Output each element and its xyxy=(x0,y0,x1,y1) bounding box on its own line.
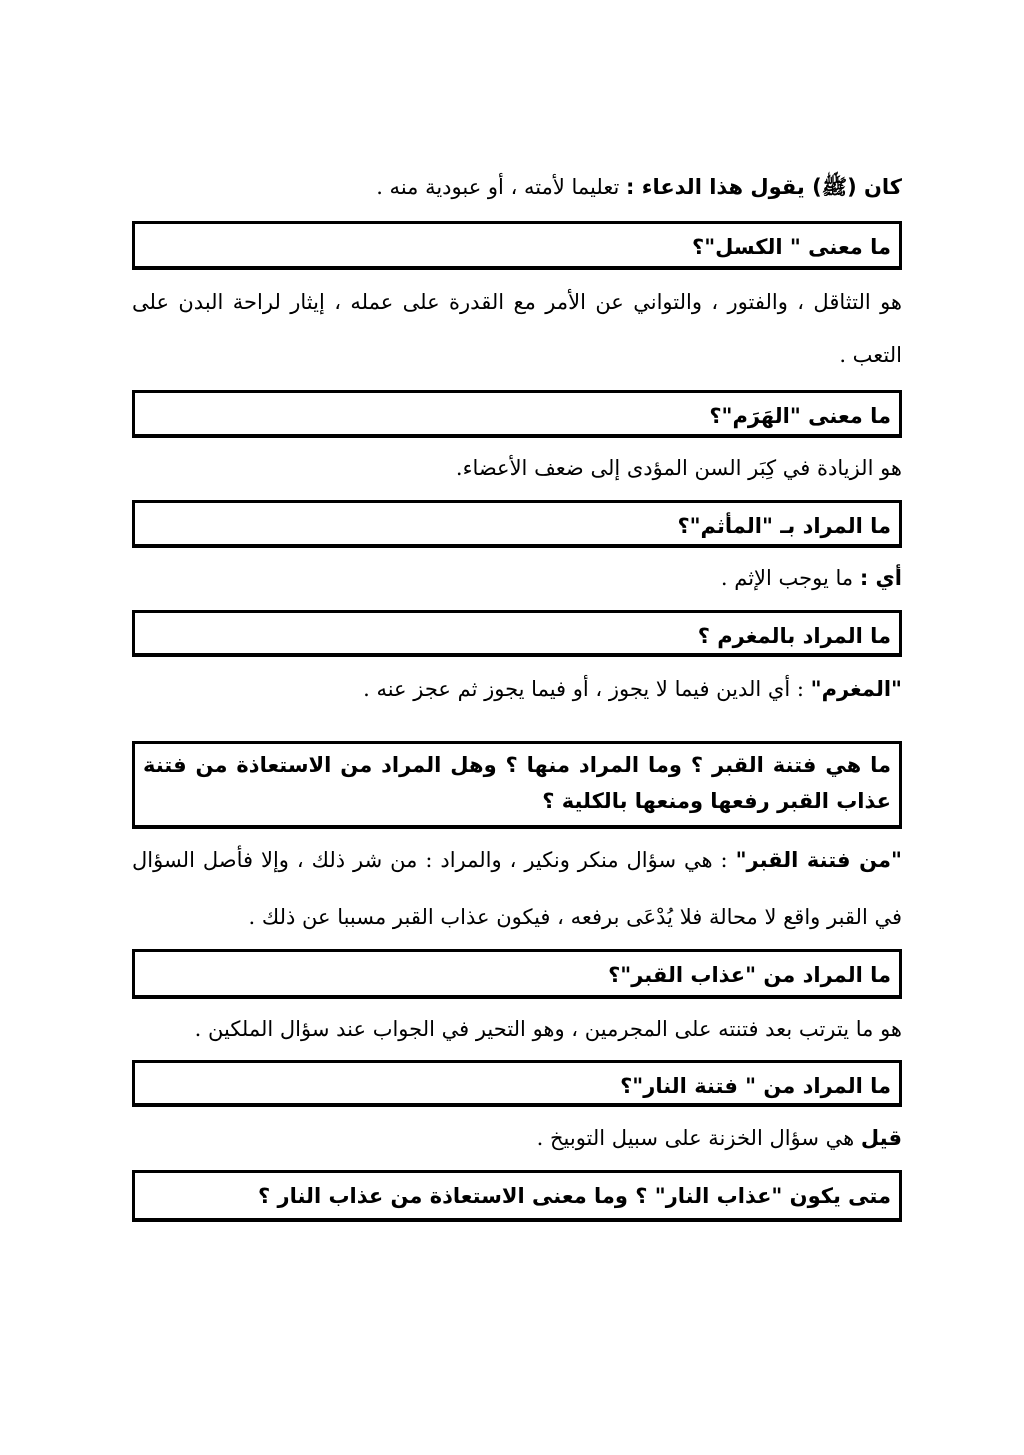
answer-rest: هي سؤال الخزنة على سبيل التوبيخ . xyxy=(536,1126,861,1150)
question-text: ما المراد بالمغرم ؟ xyxy=(697,624,891,648)
answer-line xyxy=(132,563,902,593)
answer-lead: قيل xyxy=(860,1126,902,1150)
answer-rest: : هي سؤال منكر ونكير ، والمراد : من شر ذلك ، وإلا فأصل السؤال xyxy=(132,848,736,872)
answer-line: هو ما يترتب بعد فتنته على المجرمين ، وهو التحير في الجواب عند سؤال الملكين . xyxy=(194,1017,902,1041)
question-box-fire-punishment xyxy=(132,1170,902,1222)
answer-line: في القبر واقع لا محالة فلا يُدْعَى برفعه ، فيكون عذاب القبر مسببا عن ذلك . xyxy=(248,905,902,929)
answer-line xyxy=(132,845,902,875)
question-box-grave-punishment xyxy=(132,949,902,999)
answer-lead: أي : xyxy=(859,566,902,590)
question-text: ما هي فتنة القبر ؟ وما المراد منها ؟ وهل المراد من الاستعاذة من فتنة xyxy=(143,753,891,777)
answer-line: التعب . xyxy=(839,343,902,367)
question-text: عذاب القبر رفعها ومنعها بالكلية ؟ xyxy=(542,789,891,813)
answer-lead: "من فتنة القبر" xyxy=(735,848,902,872)
question-text: متى يكون "عذاب النار" ؟ وما معنى الاستعاذة من عذاب النار ؟ xyxy=(258,1184,891,1208)
answer-line: هو الزيادة في كِبَر السن المؤدى إلى ضعف الأعضاء. xyxy=(455,456,902,480)
answer-line xyxy=(132,1123,902,1153)
intro-lead: كان (ﷺ) يقول هذا الدعاء : xyxy=(626,175,902,199)
question-box-grave-trial xyxy=(132,741,902,829)
question-text: ما المراد بـ "المأثم"؟ xyxy=(677,514,891,538)
question-text: ما معنى " الكسل"؟ xyxy=(692,235,891,259)
answer-rest: ما يوجب الإثم . xyxy=(720,566,860,590)
document-page xyxy=(132,0,902,1455)
intro-line xyxy=(132,172,902,202)
question-box-laziness xyxy=(132,221,902,270)
question-text: ما المراد من " فتنة النار"؟ xyxy=(620,1074,891,1098)
question-text: ما معنى "الهَرَم"؟ xyxy=(709,404,891,428)
answer-lead: "المغرم" xyxy=(810,677,902,701)
question-box-senility xyxy=(132,390,902,438)
question-text: ما المراد من "عذاب القبر"؟ xyxy=(608,963,891,987)
answer-rest: : أي الدين فيما لا يجوز ، أو فيما يجوز ثم عجز عنه . xyxy=(363,677,811,701)
intro-rest: تعليما لأمته ، أو عبودية منه . xyxy=(376,175,626,199)
question-box-debt xyxy=(132,610,902,657)
question-box-fire-trial xyxy=(132,1060,902,1107)
question-box-sin xyxy=(132,500,902,548)
answer-line: هو التثاقل ، والفتور ، والتواني عن الأمر مع القدرة على عمله ، إيثار لراحة البدن على xyxy=(132,290,902,314)
answer-line xyxy=(132,674,902,704)
